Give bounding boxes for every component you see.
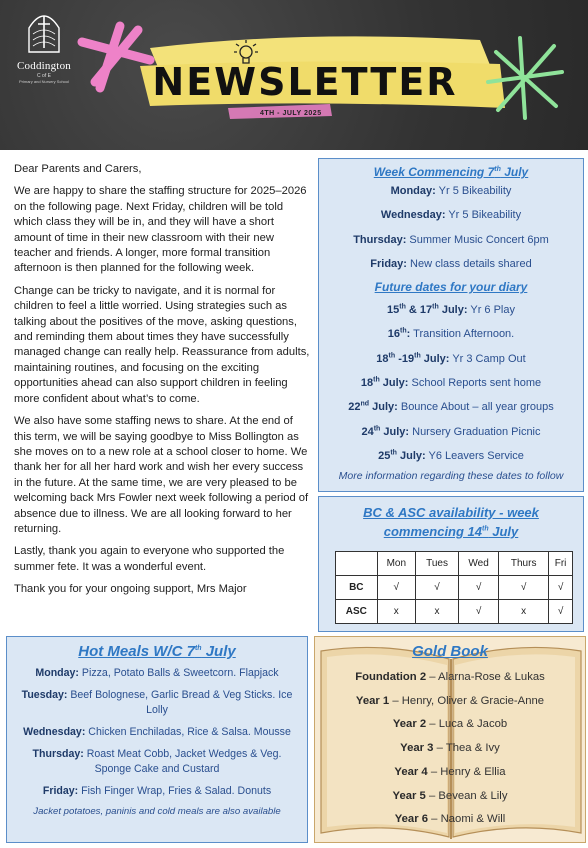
list-item: Year 1 – Henry, Oliver & Gracie-Anne — [355, 694, 545, 707]
table-cell: x — [416, 600, 459, 624]
row-header: BC — [336, 576, 378, 600]
table-cell: √ — [416, 576, 459, 600]
pink-star-icon — [82, 26, 150, 88]
list-item: Thursday: Roast Meat Cobb, Jacket Wedges & Veg. Sponge Cake and Custard — [32, 748, 282, 775]
list-item: Wednesday: Yr 5 Bikeability — [380, 209, 522, 222]
column-header: Tues — [416, 552, 459, 576]
newsletter-header — [0, 0, 588, 150]
letter-paragraph: We also have some staffing news to share. At the end of this term, we will be saying goodbye to Miss Bollington as she moves on to a new role at a school closer to home. We thank her for all her hard work and wish her every success in the future. At the same time, we are very pleased to be welcoming back Mrs Fowler next week following a period of absence due to illness. We are all looking forward to her returning. — [14, 415, 309, 535]
dates-panel — [318, 158, 584, 492]
issue-date: 4TH - JULY 2025 — [260, 110, 322, 117]
future-dates-title: Future dates for your diary — [374, 280, 528, 295]
list-item: 18th -19th July: Yr 3 Camp Out — [376, 352, 526, 365]
list-item: Monday: Pizza, Potato Balls & Sweetcorn. Flapjack — [35, 667, 279, 679]
availability-table — [335, 551, 573, 624]
table-cell: √ — [377, 576, 415, 600]
table-cell: √ — [549, 600, 573, 624]
column-header: Wed — [459, 552, 499, 576]
list-item: Year 5 – Bevean & Lily — [392, 789, 508, 802]
table-cell: √ — [499, 576, 549, 600]
list-item: 16th: Transition Afternoon. — [387, 327, 515, 341]
list-item: Wednesday: Chicken Enchiladas, Rice & Salsa. Mousse — [23, 726, 291, 738]
list-item: Friday: New class details shared — [370, 257, 532, 270]
list-item: Year 4 – Henry & Ellia — [394, 765, 506, 778]
letter-paragraph: Lastly, thank you again to everyone who supported the summer fete. It was a wonderful event. — [14, 545, 285, 573]
table-cell: x — [499, 600, 549, 624]
letter-greeting: Dear Parents and Carers, — [14, 163, 142, 175]
hot-meals-title: Hot Meals W/C 7th July — [78, 643, 236, 660]
list-item: 15th & 17th July: Yr 6 Play — [387, 303, 515, 317]
table-row — [336, 600, 573, 624]
dates-footnote: More information regarding these dates to follow — [338, 470, 564, 483]
school-logo — [14, 8, 74, 84]
table-cell: √ — [459, 600, 499, 624]
list-item: 22nd July: Bounce About – all year groups — [348, 400, 554, 414]
school-subtitle: C of E — [37, 73, 51, 79]
list-item: Tuesday: Beef Bolognese, Garlic Bread & Veg Sticks. Ice Lolly — [21, 689, 293, 716]
gold-book-panel — [314, 636, 586, 843]
table-row — [336, 576, 573, 600]
school-type: Primary and Nursery School — [18, 79, 70, 84]
row-header: ASC — [336, 600, 378, 624]
gold-book-title: Gold Book — [412, 643, 488, 660]
table-header-row — [336, 552, 573, 576]
bc-asc-panel — [318, 496, 584, 632]
letter-paragraph: Change can be tricky to navigate, and it is normal for children to feel a little worried. Using strategies such as talking about the positives of the move, asking questions, and reminding them about times they have successfully managed change can really help. Reassurance from adults, maintaining routines, and focusing on the exciting opportunities ahead can also support children in feeling more confident about what’s to come. — [14, 284, 310, 405]
list-item: Year 2 – Luca & Jacob — [392, 718, 508, 731]
list-item: Year 3 – Thea & Ivy — [400, 742, 500, 755]
school-name: Coddington — [17, 60, 71, 72]
school-crest-icon — [25, 8, 63, 54]
list-item: Foundation 2 – Alarna-Rose & Lukas — [355, 671, 545, 683]
list-item: Year 6 – Naomi & Will — [394, 813, 506, 826]
list-item: 24th July: Nursery Graduation Picnic — [361, 425, 541, 438]
bc-asc-title: BC & ASC availability - week commencing 14th July — [363, 505, 539, 539]
letter-signoff: Thank you for your ongoing support, Mrs Major — [14, 583, 247, 596]
table-corner — [336, 552, 378, 576]
hot-meals-panel — [6, 636, 308, 843]
future-dates-list — [319, 298, 583, 468]
week-events-list — [319, 179, 583, 276]
list-item: 18th July: School Reports sent home — [360, 376, 542, 390]
table-cell: x — [377, 600, 415, 624]
list-item: Thursday: Summer Music Concert 6pm — [353, 233, 549, 246]
list-item: 25th July: Y6 Leavers Service — [378, 449, 524, 462]
list-item: Monday: Yr 5 Bikeability — [390, 185, 512, 197]
week-commencing-title: Week Commencing 7th July — [373, 165, 529, 179]
meals-footnote: Jacket potatoes, paninis and cold meals are also available — [33, 806, 281, 817]
column-header: Mon — [377, 552, 415, 576]
head-letter — [14, 162, 310, 605]
table-cell: √ — [549, 576, 573, 600]
table-cell: √ — [459, 576, 499, 600]
column-header: Thurs — [499, 552, 549, 576]
letter-paragraph: We are happy to share the staffing structure for 2025–2026 on the following page. Next Friday, children will be told which class they will be in, and they will have a short amount of time in their new classroom with their new teacher and friends. A longer, more formal transition afternoon is then planned for the following week. — [14, 185, 307, 275]
page-title: NEWSLETTER — [152, 60, 458, 104]
column-header: Fri — [549, 552, 573, 576]
list-item: Friday: Fish Finger Wrap, Fries & Salad. Donuts — [42, 785, 272, 797]
